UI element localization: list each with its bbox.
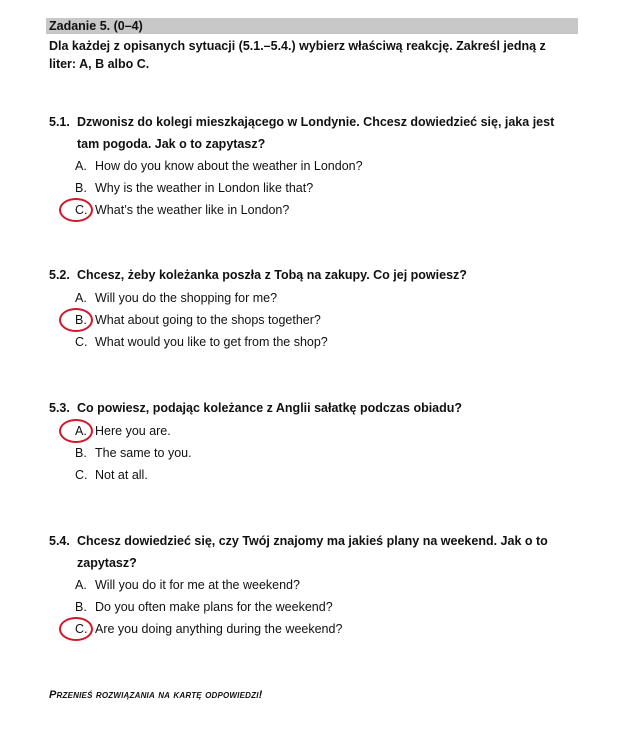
option-letter: C. bbox=[75, 468, 88, 482]
option-5-1-c[interactable] bbox=[75, 202, 289, 218]
question-number: 5.4. bbox=[49, 534, 70, 548]
option-letter: A. bbox=[75, 578, 87, 592]
option-5-2-c[interactable] bbox=[75, 334, 328, 350]
task-instruction: Dla każdej z opisanych sytuacji (5.1.–5.4.) wybierz właściwą reakcję. Zakreśl jedną z liter: A, B albo C. bbox=[49, 39, 546, 71]
option-5-4-a[interactable] bbox=[75, 577, 300, 593]
option-letter: C. bbox=[75, 622, 88, 636]
question-5-3 bbox=[49, 397, 579, 419]
question-text: Co powiesz, podając koleżance z Anglii sałatkę podczas obiadu? bbox=[77, 401, 463, 415]
question-text: Dzwonisz do kolegi mieszkającego w Londynie. Chcesz dowiedzieć się, jaka jest tam pogoda. Jak o to zapytasz? bbox=[77, 115, 555, 151]
question-5-1 bbox=[49, 111, 579, 155]
task-title: Zadanie 5. (0–4) bbox=[49, 19, 143, 33]
option-text: What about going to the shops together? bbox=[95, 313, 321, 327]
footer-note bbox=[49, 689, 263, 701]
option-text: What would you like to get from the shop? bbox=[95, 335, 328, 349]
question-text: Chcesz, żeby koleżanka poszła z Tobą na zakupy. Co jej powiesz? bbox=[77, 268, 467, 282]
option-5-3-c[interactable] bbox=[75, 467, 148, 483]
answer-circle-mark bbox=[59, 198, 93, 222]
option-text: Will you do it for me at the weekend? bbox=[95, 578, 300, 592]
option-letter: A. bbox=[75, 291, 87, 305]
option-letter: A. bbox=[75, 424, 87, 438]
footer-text: Przenieś rozwiązania na kartę odpowiedzi! bbox=[49, 689, 263, 701]
option-5-2-a[interactable] bbox=[75, 290, 277, 306]
option-text: What’s the weather like in London? bbox=[95, 203, 290, 217]
option-text: How do you know about the weather in London? bbox=[95, 159, 363, 173]
answer-circle-mark bbox=[59, 617, 93, 641]
answer-circle-mark bbox=[59, 419, 93, 443]
option-letter: C. bbox=[75, 335, 88, 349]
option-5-3-b[interactable] bbox=[75, 445, 192, 461]
question-number: 5.3. bbox=[49, 401, 70, 415]
question-5-2 bbox=[49, 264, 579, 286]
option-5-4-b[interactable] bbox=[75, 599, 333, 615]
option-text: Here you are. bbox=[95, 424, 171, 438]
option-text: Are you doing anything during the weekend? bbox=[95, 622, 343, 636]
option-text: Do you often make plans for the weekend? bbox=[95, 600, 333, 614]
question-text: Chcesz dowiedzieć się, czy Twój znajomy ma jakieś plany na weekend. Jak o to zapytasz? bbox=[77, 534, 548, 570]
option-letter: B. bbox=[75, 313, 87, 327]
option-letter: A. bbox=[75, 159, 87, 173]
option-letter: B. bbox=[75, 181, 87, 195]
option-text: Will you do the shopping for me? bbox=[95, 291, 278, 305]
option-letter: B. bbox=[75, 600, 87, 614]
option-5-4-c[interactable] bbox=[75, 621, 342, 637]
option-text: The same to you. bbox=[95, 446, 192, 460]
option-letter: B. bbox=[75, 446, 87, 460]
option-5-2-b[interactable] bbox=[75, 312, 321, 328]
answer-circle-mark bbox=[59, 308, 93, 332]
option-5-1-a[interactable] bbox=[75, 158, 363, 174]
option-5-1-b[interactable] bbox=[75, 180, 313, 196]
option-text: Why is the weather in London like that? bbox=[95, 181, 314, 195]
option-letter: C. bbox=[75, 203, 88, 217]
option-text: Not at all. bbox=[95, 468, 148, 482]
question-5-4 bbox=[49, 530, 579, 574]
question-number: 5.2. bbox=[49, 268, 70, 282]
question-number: 5.1. bbox=[49, 115, 70, 129]
